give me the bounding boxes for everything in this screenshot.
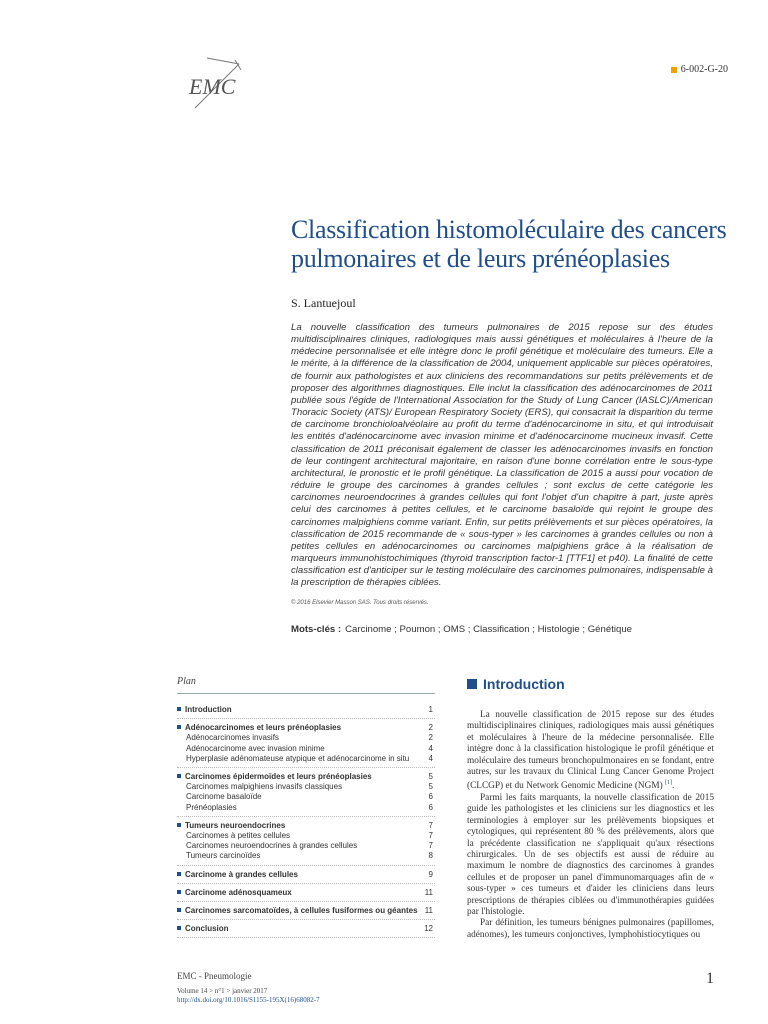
keywords <box>291 624 632 635</box>
toc-label: Hyperplasie adénomateuse atypique et adénocarcinome in situ <box>186 753 410 763</box>
toc-label: Conclusion <box>177 924 229 934</box>
toc-group <box>177 821 435 866</box>
toc-section-link[interactable] <box>177 705 435 715</box>
toc-subsection-link[interactable] <box>177 733 435 743</box>
intro-paragraph-1: La nouvelle classification de 2015 repose sur des études multidisciplinaires cliniques, radiologiques mais aussi génétiques et moléculaires à l'heure de la médecine personnalisée. Elle intègre donc à la classification histologique le profil génétique et moléculaire des tumeurs bronchopulmonaires en se fondant, entre autres, sur les travaux du Clinical Lung Cancer Genome Project (CLCGP) et du Network Genomic Medicine (NGM) <box>467 710 714 792</box>
toc-label: Adénocarcinome avec invasion minime <box>186 743 325 753</box>
toc-page-number: 2 <box>428 723 433 733</box>
introduction-body <box>467 710 714 941</box>
toc-subsection-link[interactable] <box>177 792 435 802</box>
introduction-heading-text: Introduction <box>483 676 565 692</box>
toc-label: Tumeurs neuroendocrines <box>177 821 285 831</box>
introduction-heading <box>467 676 565 692</box>
toc-group <box>177 870 435 884</box>
page-number: 1 <box>706 970 714 987</box>
intro-paragraph-2: Parmi les faits marquants, la nouvelle classification de 2015 guide les pathologistes et les cliniciens sur les diagnostics et les terminologies à employer sur les prélèvements biopsiques et cytologiques, qui représentent 80 % des prélèvements, alors que la précédente classification ne s'appliquait qu'aux résections chirurgicales. Un de ses objectifs est aussi de réduire au maximum le nombre de diagnostics des carcinomes à grandes cellules et de proposer un panel d'immunomarquages afin de « sous-typer » ces tumeurs et d'aider les cliniciens dans leurs prescriptions de thérapies ciblées ou d'immunothérapies guidées par l'histologie. <box>467 792 714 917</box>
toc-page-number: 7 <box>428 841 433 851</box>
toc-page-number: 12 <box>424 924 433 934</box>
code-marker-icon <box>671 67 677 73</box>
toc-section-link[interactable] <box>177 924 435 934</box>
toc-label: Carcinomes épidermoïdes et leurs prénéoplasies <box>177 772 372 782</box>
toc-group <box>177 705 435 719</box>
article-code <box>671 64 728 75</box>
article-code-text: 6-002-G-20 <box>680 64 728 75</box>
toc-page-number: 6 <box>428 802 433 812</box>
plan <box>177 676 435 942</box>
toc-label: Carcinomes sarcomatoïdes, à cellules fusiformes ou géantes <box>177 906 418 916</box>
toc-section-link[interactable] <box>177 821 435 831</box>
article-title: Classification histomoléculaire des cancers pulmonaires et de leurs prénéoplasies <box>291 215 727 273</box>
toc-page-number: 11 <box>424 906 433 916</box>
toc-subsection-link[interactable] <box>177 841 435 851</box>
toc-label: Carcinomes à petites cellules <box>186 831 291 841</box>
toc-section-link[interactable] <box>177 888 435 898</box>
toc-group <box>177 723 435 768</box>
toc-label: Tumeurs carcinoïdes <box>186 851 261 861</box>
toc-section-link[interactable] <box>177 723 435 733</box>
keywords-label: Mots-clés : <box>291 624 342 635</box>
toc-label: Introduction <box>177 705 232 715</box>
toc-label: Adénocarcinomes et leurs prénéoplasies <box>177 723 341 733</box>
toc-section-link[interactable] <box>177 772 435 782</box>
toc-subsection-link[interactable] <box>177 782 435 792</box>
toc-page-number: 7 <box>428 820 433 830</box>
toc-page-number: 4 <box>428 743 433 753</box>
toc-label: Prénéoplasies <box>186 802 237 812</box>
intro-paragraph <box>467 710 714 793</box>
toc-label: Carcinomes malpighiens invasifs classiques <box>186 782 343 792</box>
toc-group <box>177 924 435 938</box>
toc-page-number: 6 <box>428 792 433 802</box>
toc-label: Carcinome à grandes cellules <box>177 870 298 880</box>
doi-link[interactable]: http://dx.doi.org/10.1016/S1155-195X(16)68082-7 <box>177 996 320 1004</box>
toc-page-number: 5 <box>428 782 433 792</box>
toc-subsection-link[interactable] <box>177 831 435 841</box>
toc-subsection-link[interactable] <box>177 803 435 813</box>
abstract: La nouvelle classification des tumeurs pulmonaires de 2015 repose sur des études multidisciplinaires cliniques, radiologiques mais aussi génétiques et moléculaires à l'heure de la médecine personnalisée et elle intègre donc le profil génétique et moléculaire des tumeurs. Elle a le mérite, à la différence de la classification de 2004, uniquement applicable sur pièces opératoires, de fournir aux pathologistes et aux cliniciens des recommandations sur petits prélèvements et de proposer des algorithmes diagnostiques. Elle inclut la classification des adénocarcinomes de 2011 publiée sous l'égide de l'International Association for the Study of Lung Cancer (IASLC)/American Thoracic Society (ATS)/ European Respiratory Society (ERS), qui consacrait la disparition du terme de carcinome bronchioloalvéolaire au profit du terme d'adénocarcinome in situ, et qui introduisait les entités d'adénocarcinome avec invasion minime et d'adénocarcinome mucineux invasif. Cette classification de 2011 préconisait également de classer les adénocarcinomes invasifs en fonction de leur contingent architectural majoritaire, en raison d'une bonne corrélation entre le sous-type architectural, le pronostic et le profil génétique. La classification de 2015 a aussi pour vocation de réduire le groupe des carcinomes à grandes cellules ; sont exclus de cette catégorie les carcinomes neuroendocrines à grandes cellules qui font l'objet d'un chapitre à part, juste après celui des carcinomes à petites cellules, et le carcinome basaloïde qui rejoint le groupe des carcinomes malpighiens comme variant. Enfin, sur petits prélèvements et sur pièces opératoires, la classification de 2015 recommande de « sous-typer » les carcinomes à grandes cellules ou non à petites cellules en adénocarcinomes ou carcinomes malpighiens grâce à la réalisation de marqueurs immunohistochimiques (thyroid transcription factor-1 [TTF1] et p40). La finalité de cette classification est d'anticiper sur le testing moléculaire des carcinomes pulmonaires, indispensable à la prescription de thérapies ciblées. <box>291 322 713 589</box>
toc-page-number: 7 <box>428 831 433 841</box>
toc-subsection-link[interactable] <box>177 851 435 861</box>
toc-page-number: 1 <box>428 705 433 714</box>
keywords-list: Carcinome ; Poumon ; OMS ; Classification ; Histologie ; Génétique <box>345 624 632 635</box>
footer <box>177 972 320 1005</box>
section-marker-icon <box>467 679 477 689</box>
toc-label: Carcinome adénosquameux <box>177 888 292 898</box>
toc-page-number: 5 <box>428 772 433 782</box>
toc-page-number: 8 <box>428 851 433 861</box>
volume-info: Volume 14 > n°1 > janvier 2017 <box>177 987 268 995</box>
toc-section-link[interactable] <box>177 906 435 916</box>
author-name: S. Lantuejoul <box>291 296 356 310</box>
toc-group <box>177 906 435 920</box>
toc-page-number: 11 <box>424 887 433 897</box>
copyright: © 2016 Elsevier Masson SAS. Tous droits réservés. <box>291 600 429 606</box>
toc-list <box>177 705 435 938</box>
plan-heading: Plan <box>177 676 435 694</box>
journal-name: EMC - Pneumologie <box>177 971 252 981</box>
toc-subsection-link[interactable] <box>177 754 435 764</box>
toc-subsection-link[interactable] <box>177 744 435 754</box>
toc-page-number: 9 <box>428 869 433 879</box>
intro-paragraph-1-end: . <box>672 781 675 792</box>
toc-label: Carcinome basaloïde <box>186 792 262 802</box>
toc-group <box>177 772 435 817</box>
toc-page-number: 2 <box>428 733 433 743</box>
toc-section-link[interactable] <box>177 870 435 880</box>
logo-text: EMC <box>189 74 236 99</box>
toc-label: Carcinomes neuroendocrines à grandes cellules <box>186 841 358 851</box>
reference-link[interactable]: [1] <box>665 780 673 787</box>
toc-group <box>177 888 435 902</box>
emc-logo <box>183 50 243 112</box>
intro-paragraph-3: Par définition, les tumeurs bénignes pulmonaires (papillomes, adénomes), les tumeurs conjonctives, lymphohistiocytiques ou <box>467 918 714 940</box>
toc-page-number: 4 <box>428 753 433 763</box>
toc-label: Adénocarcinomes invasifs <box>186 733 279 743</box>
